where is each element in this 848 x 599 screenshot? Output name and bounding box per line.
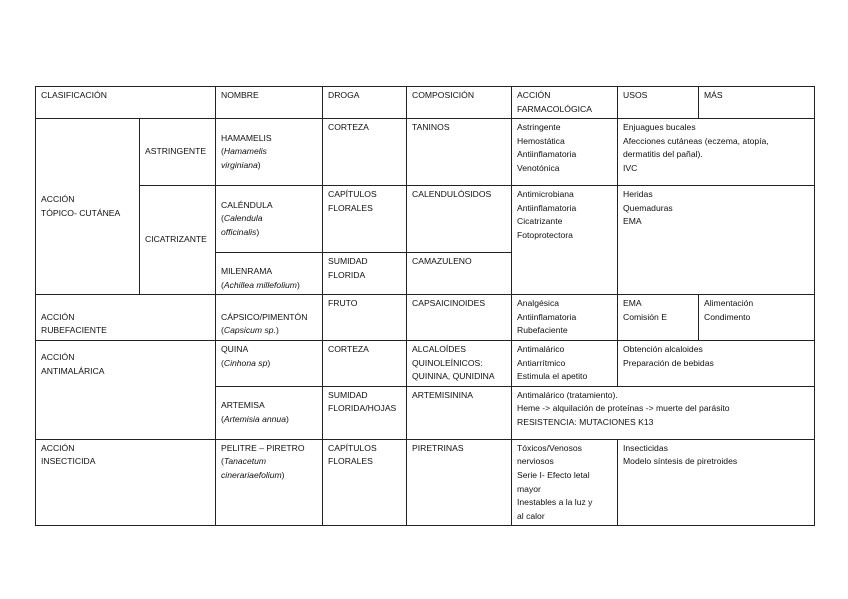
header-row	[36, 87, 815, 119]
group-antimalarica: ACCIÓN ANTIMALÁRICA	[36, 340, 216, 439]
composicion-piretro: PIRETRINAS	[407, 439, 512, 526]
nombre-milenrama: MILENRAMA (Achillea millefolium)	[216, 253, 323, 295]
droga-calendula: CAPÍTULOS FLORALES	[323, 186, 407, 253]
composicion-capsico: CAPSAICINOIDES	[407, 295, 512, 341]
header-usos: USOS	[618, 87, 699, 119]
group-rubefaciente: ACCIÓN RUBEFACIENTE	[36, 295, 216, 341]
accion-capsico: Analgésica Antiinflamatoria Rubefaciente	[512, 295, 618, 341]
nombre-hamamelis: HAMAMELIS (Hamamelis virginiana)	[216, 119, 323, 186]
composicion-quina: ALCALOÍDES QUINOLEÍNICOS: QUININA, QUNIDINA	[407, 340, 512, 386]
subgroup-astringente: ASTRINGENTE	[140, 119, 216, 186]
nombre-quina: QUINA (Cinhona sp)	[216, 340, 323, 386]
composicion-hamamelis: TANINOS	[407, 119, 512, 186]
droga-hamamelis: CORTEZA	[323, 119, 407, 186]
header-droga: DROGA	[323, 87, 407, 119]
accion-artemisa: Antimalárico (tratamiento). Heme -> alquilación de proteínas -> muerte del parásito RESISTENCIA: MUTACIONES K13	[512, 386, 815, 439]
subgroup-cicatrizante: CICATRIZANTE	[140, 186, 216, 295]
composicion-milenrama: CAMAZULENO	[407, 253, 512, 295]
composicion-calendula: CALENDULÓSIDOS	[407, 186, 512, 253]
droga-capsico: FRUTO	[323, 295, 407, 341]
plants-table	[35, 86, 815, 526]
table-row-quina	[36, 340, 815, 386]
header-nombre: NOMBRE	[216, 87, 323, 119]
nombre-capsico: CÁPSICO/PIMENTÓN (Capsicum sp.)	[216, 295, 323, 341]
table-row-hamamelis	[36, 119, 815, 186]
usos-hamamelis: Enjuagues bucales Afecciones cutáneas (eczema, atopía, dermatitis del pañal). IVC	[618, 119, 815, 186]
droga-quina: CORTEZA	[323, 340, 407, 386]
droga-artemisa: SUMIDAD FLORIDA/HOJAS	[323, 386, 407, 439]
nombre-calendula: CALÉNDULA (Calendula officinalis)	[216, 186, 323, 253]
usos-calendula: Heridas Quemaduras EMA	[618, 186, 815, 295]
droga-milenrama: SUMIDAD FLORIDA	[323, 253, 407, 295]
table-row-piretro	[36, 439, 815, 526]
nombre-artemisa: ARTEMISA (Artemisia annua)	[216, 386, 323, 439]
composicion-artemisa: ARTEMISININA	[407, 386, 512, 439]
header-mas: MÁS	[699, 87, 815, 119]
table-row-capsico	[36, 295, 815, 341]
accion-hamamelis: Astringente Hemostática Antiinflamatoria Venotónica	[512, 119, 618, 186]
header-clasificacion: CLASIFICACIÓN	[36, 87, 216, 119]
accion-calendula: Antimicrobiana Antiinflamatoria Cicatrizante Fotoprotectora	[512, 186, 618, 295]
accion-piretro: Tóxicos/Venosos nerviosos Serie I- Efecto letal mayor Inestables a la luz y al calor	[512, 439, 618, 526]
header-composicion: COMPOSICIÓN	[407, 87, 512, 119]
usos-capsico: EMA Comisión E	[618, 295, 699, 341]
usos-piretro: Insecticidas Modelo síntesis de piretroides	[618, 439, 815, 526]
group-topico-cutanea: ACCIÓN TÓPICO- CUTÁNEA	[36, 119, 140, 295]
nombre-piretro: PELITRE – PIRETRO (Tanacetum cinerariaefolium)	[216, 439, 323, 526]
header-accion-farmacologica: ACCIÓN FARMACOLÓGICA	[512, 87, 618, 119]
mas-capsico: Alimentación Condimento	[699, 295, 815, 341]
usos-quina: Obtención alcaloides Preparación de bebidas	[618, 340, 815, 386]
droga-piretro: CAPÍTULOS FLORALES	[323, 439, 407, 526]
table-row-calendula	[36, 186, 815, 253]
group-insecticida: ACCIÓN INSECTICIDA	[36, 439, 216, 526]
accion-quina: Antimalárico Antiarrítmico Estimula el apetito	[512, 340, 618, 386]
